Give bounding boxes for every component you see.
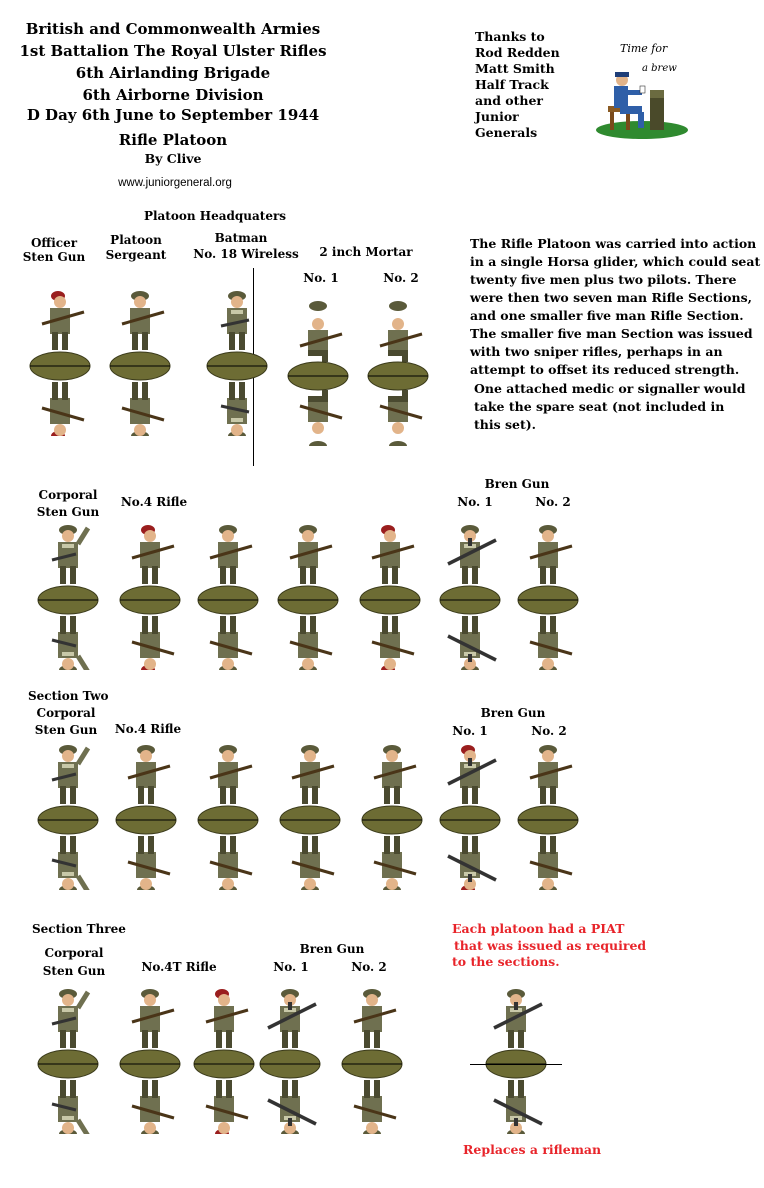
cartoon-text-1: Time for (620, 42, 668, 55)
s2-corporal-label-2: Sten Gun (34, 723, 98, 737)
s2-rifleman-1-figure (114, 740, 178, 890)
s2-bren-label: Bren Gun (480, 706, 546, 720)
hq-sergeant-label-2: Sergeant (105, 248, 167, 262)
hq-mortar-label: 2 inch Mortar (319, 245, 413, 259)
s2-rifleman-2-figure (196, 740, 260, 890)
s3-bren-no1-figure (258, 984, 322, 1134)
piat-line-1: Each platoon had a PIAT (452, 921, 625, 936)
description-line-8: attempt to offset its reduced strength. (470, 362, 740, 377)
s1-bren-no2-figure (516, 520, 580, 670)
s2-corporal-label-1: Corporal (36, 706, 96, 720)
s2-rifle-label: No.4 Rifle (114, 722, 182, 736)
description-line-2: in a single Horsa glider, which could seat (470, 254, 761, 269)
s1-rifleman-2-figure (196, 520, 260, 670)
officer-figure (28, 286, 92, 436)
s1-rifle-label: No.4 Rifle (120, 495, 188, 509)
s3-corporal-figure (36, 984, 100, 1134)
thanks-line-4: Half Track (475, 77, 549, 92)
s2-heading: Section Two (28, 689, 109, 703)
piat-figure (484, 984, 548, 1134)
s1-rifleman-3-figure (276, 520, 340, 670)
hq-heading: Platoon Headquaters (143, 209, 287, 223)
s3-corporal-label-1: Corporal (44, 946, 104, 960)
thanks-line-5: and other (475, 93, 544, 108)
mortar-no2-figure (366, 296, 430, 446)
description-line-3: twenty five men plus two pilots. There (470, 272, 737, 287)
s1-bren-no1-label: No. 1 (457, 495, 493, 509)
s1-corporal-label-1: Corporal (38, 488, 98, 502)
s3-bren-no2-figure (340, 984, 404, 1134)
title-line-2: 1st Battalion The Royal Ulster Rifles (19, 42, 327, 60)
s3-corporal-label-2: Sten Gun (42, 964, 106, 978)
s3-heading: Section Three (32, 922, 126, 936)
piat-line-2: that was issued as required (454, 938, 647, 953)
description-line-11: this set). (474, 417, 537, 432)
s3-rifle-label: No.4T Rifle (141, 960, 217, 974)
tea-cartoon (590, 38, 700, 140)
s1-bren-label: Bren Gun (484, 477, 550, 491)
hq-mortar-no2-label: No. 2 (383, 271, 419, 285)
piat-base-line (470, 1064, 562, 1065)
description-line-4: were then two seven man Rifle Sections, (470, 290, 752, 305)
description-line-1: The Rifle Platoon was carried into action (470, 236, 757, 251)
hq-officer-label-1: Officer (30, 236, 78, 250)
s2-corporal-figure (36, 740, 100, 890)
s2-bren-no1-label: No. 1 (452, 724, 488, 738)
s3-sniper-2-figure (192, 984, 256, 1134)
byline: By Clive (144, 151, 202, 166)
description-line-7: with two sniper rifles, perhaps in an (470, 344, 723, 359)
thanks-line-3: Matt Smith (475, 61, 555, 76)
s3-bren-no2-label: No. 2 (351, 960, 387, 974)
s2-rifleman-4-figure (360, 740, 424, 890)
thanks-line-2: Rod Redden (475, 45, 560, 60)
s2-bren-no1-figure (438, 740, 502, 890)
description-line-9: One attached medic or signaller would (474, 381, 746, 396)
s2-bren-no2-figure (516, 740, 580, 890)
sergeant-figure (108, 286, 172, 436)
hq-batman-label-2: No. 18 Wireless (193, 247, 299, 261)
description-line-6: The smaller five man Section was issued (470, 326, 753, 341)
s1-rifleman-1-figure (118, 520, 182, 670)
soldier-drinking-tea-icon (590, 38, 700, 140)
s1-rifleman-4-figure (358, 520, 422, 670)
piat-line-3: to the sections. (452, 954, 560, 969)
hq-mortar-no1-label: No. 1 (303, 271, 339, 285)
thanks-line-1: Thanks to (475, 29, 545, 44)
thanks-line-7: Generals (475, 125, 538, 140)
s1-bren-no1-figure (438, 520, 502, 670)
subtitle: Rifle Platoon (118, 131, 228, 149)
s3-sniper-1-figure (118, 984, 182, 1134)
s2-rifleman-3-figure (278, 740, 342, 890)
title-line-3: 6th Airlanding Brigade (75, 64, 271, 82)
batman-figure (205, 286, 269, 436)
hq-officer-label-2: Sten Gun (22, 250, 86, 264)
description-line-5: and one smaller five man Rifle Section. (470, 308, 744, 323)
mortar-no1-figure (286, 296, 350, 446)
s3-bren-no1-label: No. 1 (273, 960, 309, 974)
hq-sergeant-label-1: Platoon (110, 233, 162, 247)
cartoon-text-2: a brew (642, 63, 677, 74)
site-url[interactable]: www.juniorgeneral.org (118, 177, 232, 189)
s1-corporal-figure (36, 520, 100, 670)
title-line-5: D Day 6th June to September 1944 (26, 106, 320, 124)
hq-batman-label-1: Batman (214, 231, 268, 245)
s1-bren-no2-label: No. 2 (535, 495, 571, 509)
piat-caption: Replaces a rifleman (463, 1142, 602, 1157)
description-line-10: take the spare seat (not included in (474, 399, 725, 414)
thanks-line-6: Junior (475, 109, 519, 124)
s3-bren-label: Bren Gun (299, 942, 365, 956)
title-line-4: 6th Airborne Division (82, 86, 264, 104)
title-line-1: British and Commonwealth Armies (25, 20, 321, 38)
s2-bren-no2-label: No. 2 (531, 724, 567, 738)
s1-corporal-label-2: Sten Gun (36, 505, 100, 519)
